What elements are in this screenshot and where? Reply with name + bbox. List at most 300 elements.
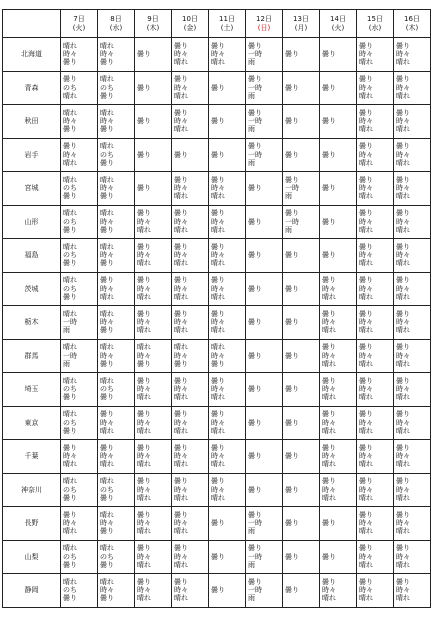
forecast-text: 曇り <box>137 50 151 59</box>
forecast-text: 曇り <box>285 117 299 126</box>
forecast-text: 曇り <box>137 443 151 452</box>
forecast-text: 曇り <box>174 41 188 50</box>
forecast-text: 晴れ <box>174 326 188 335</box>
forecast-cell <box>283 172 320 206</box>
forecast-cell <box>246 339 283 373</box>
forecast-text: 晴れ <box>137 560 151 569</box>
forecast-cell <box>394 205 431 239</box>
forecast-cell <box>394 440 431 474</box>
forecast-text: 曇り <box>100 125 114 134</box>
forecast-cell <box>135 406 172 440</box>
forecast-text: 曇り <box>211 443 225 452</box>
forecast-cell <box>246 205 283 239</box>
forecast-text: 曇り <box>174 577 188 586</box>
forecast-text: 曇り <box>359 108 373 117</box>
forecast-text: 曇り <box>396 544 410 553</box>
forecast-text: 曇り <box>100 326 114 335</box>
forecast-text: 曇り <box>100 259 114 268</box>
forecast-text: 晴れ <box>359 393 373 402</box>
forecast-text: 晴れ <box>137 326 151 335</box>
forecast-text: 時々 <box>100 217 114 226</box>
forecast-text: 曇り <box>396 443 410 452</box>
day-of-week: (火) <box>72 23 86 32</box>
forecast-text: 晴れ <box>396 259 410 268</box>
forecast-text: 曇り <box>174 359 188 368</box>
forecast-text: 時々 <box>359 318 373 327</box>
forecast-text: 曇り <box>211 376 225 385</box>
forecast-cell <box>320 172 357 206</box>
forecast-text: 曇り <box>322 376 336 385</box>
forecast-cell <box>135 373 172 407</box>
forecast-cell <box>357 239 394 273</box>
forecast-cell <box>246 38 283 72</box>
forecast-text: 晴れ <box>359 192 373 201</box>
forecast-text: 晴れ <box>211 343 225 352</box>
forecast-text: 晴れ <box>396 292 410 301</box>
forecast-text: 晴れ <box>100 175 114 184</box>
forecast-cell <box>61 272 98 306</box>
day-of-week: (日) <box>257 23 271 32</box>
forecast-text: 曇り <box>137 376 151 385</box>
prefecture-name: 宮城 <box>3 172 61 206</box>
forecast-text: 時々 <box>137 519 151 528</box>
forecast-cell <box>98 205 135 239</box>
day-header <box>209 10 246 38</box>
forecast-text: 晴れ <box>174 493 188 502</box>
forecast-text: 時々 <box>211 351 225 360</box>
table-row <box>3 105 431 139</box>
table-body <box>3 38 431 608</box>
forecast-cell <box>209 138 246 172</box>
forecast-cell <box>61 406 98 440</box>
forecast-text: 晴れ <box>211 192 225 201</box>
forecast-cell <box>246 473 283 507</box>
forecast-cell <box>172 138 209 172</box>
forecast-text: 曇り <box>137 577 151 586</box>
forecast-text: 晴れ <box>100 477 114 486</box>
day-of-week: (木) <box>146 23 160 32</box>
prefecture-name: 岩手 <box>3 138 61 172</box>
forecast-text: 曇り <box>396 343 410 352</box>
forecast-text: 曇り <box>396 410 410 419</box>
forecast-text: 時々 <box>174 452 188 461</box>
forecast-text: 晴れ <box>174 192 188 201</box>
forecast-cell <box>135 440 172 474</box>
forecast-text: 曇り <box>174 108 188 117</box>
forecast-cell <box>283 373 320 407</box>
forecast-cell <box>394 272 431 306</box>
forecast-cell <box>320 71 357 105</box>
prefecture-name: 北海道 <box>3 38 61 72</box>
forecast-text: 時々 <box>100 519 114 528</box>
forecast-text: 雨 <box>63 359 70 368</box>
forecast-text: 曇り <box>285 519 299 528</box>
forecast-cell <box>209 172 246 206</box>
forecast-text: 晴れ <box>100 309 114 318</box>
day-header <box>394 10 431 38</box>
forecast-cell <box>135 574 172 608</box>
forecast-text: 時々 <box>359 184 373 193</box>
table-row <box>3 373 431 407</box>
forecast-text: 曇り <box>396 41 410 50</box>
forecast-text: 時々 <box>137 284 151 293</box>
forecast-text: 時々 <box>211 217 225 226</box>
forecast-text: 時々 <box>322 586 336 595</box>
prefecture-name: 茨城 <box>3 272 61 306</box>
forecast-text: 晴れ <box>359 460 373 469</box>
forecast-text: 曇り <box>100 91 114 100</box>
forecast-cell <box>172 105 209 139</box>
forecast-text: 時々 <box>137 251 151 260</box>
forecast-text: 晴れ <box>63 242 77 251</box>
table-row <box>3 38 431 72</box>
prefecture-name: 群馬 <box>3 339 61 373</box>
forecast-cell <box>209 440 246 474</box>
forecast-text: 曇り <box>396 276 410 285</box>
forecast-cell <box>394 38 431 72</box>
forecast-cell <box>209 339 246 373</box>
forecast-text: のち <box>63 385 77 394</box>
forecast-cell <box>209 71 246 105</box>
forecast-text: 晴れ <box>211 326 225 335</box>
forecast-text: 曇り <box>137 410 151 419</box>
forecast-text: 晴れ <box>359 259 373 268</box>
forecast-cell <box>320 239 357 273</box>
forecast-text: 晴れ <box>63 527 77 536</box>
forecast-text: 曇り <box>248 184 262 193</box>
forecast-text: 晴れ <box>137 594 151 603</box>
day-number: 12日 <box>256 15 272 24</box>
forecast-text: 晴れ <box>174 426 188 435</box>
forecast-text: 晴れ <box>396 359 410 368</box>
forecast-text: 晴れ <box>174 292 188 301</box>
day-number: 11日 <box>219 15 235 24</box>
forecast-text: 晴れ <box>63 108 77 117</box>
forecast-cell <box>135 507 172 541</box>
forecast-cell <box>283 105 320 139</box>
forecast-text: 時々 <box>100 50 114 59</box>
forecast-text: 曇り <box>359 343 373 352</box>
forecast-text: 晴れ <box>359 91 373 100</box>
forecast-text: 一時 <box>248 50 262 59</box>
table-row <box>3 473 431 507</box>
forecast-text: 時々 <box>322 318 336 327</box>
forecast-text: 曇り <box>211 552 225 561</box>
forecast-text: 晴れ <box>100 209 114 218</box>
table-row <box>3 239 431 273</box>
forecast-text: 時々 <box>211 452 225 461</box>
forecast-text: 晴れ <box>396 125 410 134</box>
forecast-text: 曇り <box>174 544 188 553</box>
forecast-text: 晴れ <box>63 41 77 50</box>
forecast-cell <box>283 239 320 273</box>
forecast-cell <box>283 540 320 574</box>
forecast-text: 時々 <box>174 284 188 293</box>
forecast-cell <box>357 138 394 172</box>
forecast-text: 時々 <box>137 552 151 561</box>
forecast-text: 曇り <box>63 426 77 435</box>
forecast-cell <box>61 239 98 273</box>
forecast-text: 時々 <box>100 318 114 327</box>
forecast-text: 曇り <box>100 393 114 402</box>
forecast-text: 時々 <box>63 50 77 59</box>
forecast-text: 時々 <box>359 83 373 92</box>
forecast-cell <box>357 540 394 574</box>
forecast-text: 曇り <box>248 217 262 226</box>
forecast-text: 晴れ <box>322 426 336 435</box>
forecast-cell <box>283 440 320 474</box>
forecast-cell <box>61 38 98 72</box>
forecast-text: 晴れ <box>322 460 336 469</box>
forecast-text: 時々 <box>137 318 151 327</box>
forecast-text: 時々 <box>322 452 336 461</box>
forecast-cell <box>246 138 283 172</box>
forecast-text: のち <box>100 83 114 92</box>
forecast-text: 晴れ <box>137 426 151 435</box>
forecast-text: 曇り <box>248 385 262 394</box>
forecast-text: 晴れ <box>63 477 77 486</box>
forecast-text: 晴れ <box>322 493 336 502</box>
forecast-text: 曇り <box>322 217 336 226</box>
forecast-text: 晴れ <box>396 460 410 469</box>
forecast-cell <box>357 339 394 373</box>
forecast-text: 曇り <box>211 586 225 595</box>
forecast-text: 時々 <box>100 251 114 260</box>
day-number: 13日 <box>293 15 309 24</box>
forecast-text: 晴れ <box>174 343 188 352</box>
forecast-text: 曇り <box>174 150 188 159</box>
forecast-text: 曇り <box>285 586 299 595</box>
forecast-cell <box>357 71 394 105</box>
day-of-week: (月) <box>294 23 308 32</box>
forecast-text: のち <box>100 485 114 494</box>
forecast-text: 曇り <box>100 225 114 234</box>
day-of-week: (水) <box>368 23 382 32</box>
forecast-text: 時々 <box>174 519 188 528</box>
forecast-cell <box>320 406 357 440</box>
forecast-text: 晴れ <box>100 376 114 385</box>
forecast-cell <box>61 172 98 206</box>
forecast-cell <box>283 272 320 306</box>
forecast-text: 雨 <box>285 225 292 234</box>
forecast-text: 一時 <box>248 83 262 92</box>
forecast-text: 晴れ <box>396 158 410 167</box>
forecast-cell <box>320 339 357 373</box>
prefecture-name: 神奈川 <box>3 473 61 507</box>
forecast-cell <box>135 38 172 72</box>
prefecture-name: 静岡 <box>3 574 61 608</box>
forecast-text: 曇り <box>396 108 410 117</box>
forecast-text: 曇り <box>285 552 299 561</box>
forecast-text: 時々 <box>322 485 336 494</box>
forecast-text: 曇り <box>137 117 151 126</box>
forecast-cell <box>98 38 135 72</box>
forecast-cell <box>320 105 357 139</box>
table-row <box>3 540 431 574</box>
day-of-week: (金) <box>183 23 197 32</box>
forecast-text: 晴れ <box>137 460 151 469</box>
day-number: 7日 <box>73 15 85 24</box>
forecast-text: 曇り <box>137 150 151 159</box>
forecast-text: 一時 <box>63 351 77 360</box>
forecast-text: 晴れ <box>100 75 114 84</box>
forecast-text: 曇り <box>322 443 336 452</box>
forecast-text: 曇り <box>396 577 410 586</box>
forecast-text: 曇り <box>100 493 114 502</box>
forecast-text: 曇り <box>322 83 336 92</box>
forecast-cell <box>394 71 431 105</box>
forecast-text: 晴れ <box>137 527 151 536</box>
forecast-text: 晴れ <box>396 426 410 435</box>
forecast-text: 曇り <box>100 192 114 201</box>
forecast-text: 曇り <box>396 75 410 84</box>
forecast-cell <box>135 205 172 239</box>
forecast-text: 曇り <box>100 410 114 419</box>
forecast-text: 曇り <box>322 343 336 352</box>
forecast-cell <box>61 339 98 373</box>
forecast-cell <box>394 105 431 139</box>
forecast-text: 曇り <box>359 577 373 586</box>
forecast-cell <box>320 440 357 474</box>
forecast-text: 晴れ <box>396 91 410 100</box>
forecast-text: 曇り <box>322 577 336 586</box>
forecast-cell <box>394 473 431 507</box>
forecast-text: 曇り <box>248 544 262 553</box>
forecast-text: 晴れ <box>63 577 77 586</box>
forecast-cell <box>209 205 246 239</box>
forecast-text: 晴れ <box>359 359 373 368</box>
forecast-text: 一時 <box>285 184 299 193</box>
forecast-text: 曇り <box>285 251 299 260</box>
forecast-text: 曇り <box>174 477 188 486</box>
forecast-text: 曇り <box>174 376 188 385</box>
forecast-text: 曇り <box>359 477 373 486</box>
forecast-text: 時々 <box>396 351 410 360</box>
forecast-text: 晴れ <box>322 359 336 368</box>
forecast-text: 曇り <box>137 242 151 251</box>
forecast-text: 曇り <box>100 276 114 285</box>
forecast-text: 晴れ <box>396 326 410 335</box>
forecast-text: 晴れ <box>137 259 151 268</box>
forecast-text: 晴れ <box>137 493 151 502</box>
forecast-text: 一時 <box>248 117 262 126</box>
forecast-text: 時々 <box>396 50 410 59</box>
forecast-text: 曇り <box>248 577 262 586</box>
forecast-text: 曇り <box>248 452 262 461</box>
forecast-text: 時々 <box>322 418 336 427</box>
forecast-text: 曇り <box>248 75 262 84</box>
forecast-text: 晴れ <box>63 410 77 419</box>
forecast-text: 時々 <box>211 418 225 427</box>
forecast-text: 晴れ <box>396 58 410 67</box>
forecast-text: 時々 <box>137 351 151 360</box>
forecast-text: 時々 <box>174 117 188 126</box>
prefecture-name: 長野 <box>3 507 61 541</box>
forecast-cell <box>209 38 246 72</box>
forecast-text: 晴れ <box>359 493 373 502</box>
forecast-text: 時々 <box>359 50 373 59</box>
forecast-text: 曇り <box>174 443 188 452</box>
forecast-text: のち <box>63 217 77 226</box>
forecast-text: 時々 <box>396 519 410 528</box>
forecast-cell <box>246 306 283 340</box>
forecast-text: 時々 <box>174 184 188 193</box>
forecast-text: 時々 <box>359 519 373 528</box>
forecast-cell <box>172 71 209 105</box>
forecast-text: 曇り <box>248 251 262 260</box>
forecast-text: 時々 <box>174 552 188 561</box>
forecast-text: 曇り <box>137 544 151 553</box>
forecast-text: 晴れ <box>359 594 373 603</box>
forecast-text: 曇り <box>359 544 373 553</box>
forecast-text: 曇り <box>248 485 262 494</box>
forecast-text: 時々 <box>174 50 188 59</box>
forecast-cell <box>357 406 394 440</box>
forecast-cell <box>246 272 283 306</box>
forecast-text: 曇り <box>63 125 77 134</box>
table-row <box>3 507 431 541</box>
forecast-text: 晴れ <box>359 225 373 234</box>
forecast-text: 時々 <box>100 117 114 126</box>
forecast-text: 雨 <box>248 158 255 167</box>
forecast-cell <box>209 507 246 541</box>
forecast-text: 時々 <box>359 485 373 494</box>
forecast-text: 曇り <box>63 510 77 519</box>
forecast-cell <box>135 105 172 139</box>
forecast-text: 曇り <box>174 175 188 184</box>
forecast-text: 曇り <box>248 418 262 427</box>
forecast-text: 晴れ <box>174 91 188 100</box>
forecast-text: 時々 <box>359 586 373 595</box>
day-header <box>61 10 98 38</box>
forecast-text: 曇り <box>137 510 151 519</box>
table-row <box>3 339 431 373</box>
day-header <box>135 10 172 38</box>
forecast-text: 曇り <box>211 175 225 184</box>
forecast-cell <box>357 473 394 507</box>
forecast-text: 晴れ <box>63 309 77 318</box>
prefecture-name: 東京 <box>3 406 61 440</box>
forecast-text: 時々 <box>174 217 188 226</box>
forecast-text: 晴れ <box>322 594 336 603</box>
forecast-text: 曇り <box>211 150 225 159</box>
forecast-cell <box>246 574 283 608</box>
forecast-text: 曇り <box>211 519 225 528</box>
forecast-text: 曇り <box>322 552 336 561</box>
table-row <box>3 272 431 306</box>
forecast-cell <box>172 306 209 340</box>
day-number: 15日 <box>367 15 383 24</box>
forecast-text: 曇り <box>322 50 336 59</box>
forecast-cell <box>320 38 357 72</box>
table-row <box>3 138 431 172</box>
forecast-text: 晴れ <box>396 493 410 502</box>
forecast-text: 曇り <box>100 443 114 452</box>
day-number: 14日 <box>330 15 346 24</box>
forecast-text: 晴れ <box>359 125 373 134</box>
forecast-text: 曇り <box>174 410 188 419</box>
forecast-text: 時々 <box>359 150 373 159</box>
forecast-text: 曇り <box>100 158 114 167</box>
forecast-text: 晴れ <box>63 175 77 184</box>
forecast-text: 曇り <box>396 209 410 218</box>
forecast-text: 時々 <box>359 351 373 360</box>
forecast-text: 一時 <box>285 217 299 226</box>
forecast-text: 時々 <box>174 385 188 394</box>
forecast-text: 時々 <box>137 385 151 394</box>
forecast-text: 時々 <box>211 318 225 327</box>
forecast-text: 晴れ <box>211 493 225 502</box>
